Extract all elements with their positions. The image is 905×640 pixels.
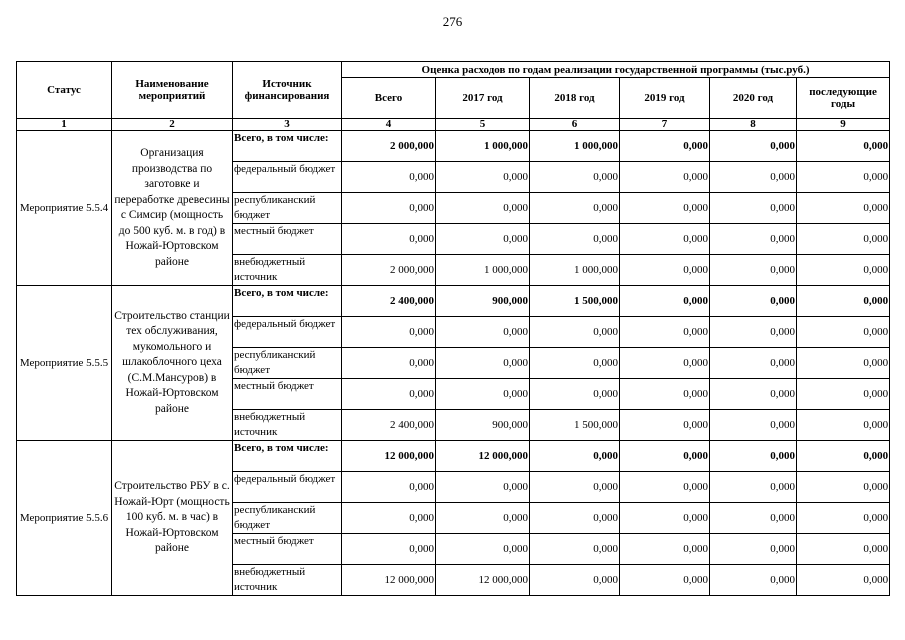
header-total: Всего xyxy=(342,78,436,119)
value-cell: 0,000 xyxy=(620,348,710,379)
value-cell: 0,000 xyxy=(620,255,710,286)
value-cell: 0,000 xyxy=(342,317,436,348)
value-cell: 0,000 xyxy=(620,224,710,255)
value-cell: 0,000 xyxy=(710,162,797,193)
value-cell: 0,000 xyxy=(710,410,797,441)
value-cell: 0,000 xyxy=(342,193,436,224)
value-cell: 0,000 xyxy=(797,410,890,441)
funding-source-cell: местный бюджет xyxy=(233,224,342,255)
status-cell: Мероприятие 5.5.4 xyxy=(17,131,112,286)
value-cell: 0,000 xyxy=(797,255,890,286)
funding-source-cell: местный бюджет xyxy=(233,379,342,410)
value-cell: 0,000 xyxy=(342,379,436,410)
column-number: 1 xyxy=(17,119,112,131)
value-cell: 0,000 xyxy=(620,193,710,224)
value-cell: 0,000 xyxy=(797,193,890,224)
column-number: 5 xyxy=(436,119,530,131)
value-cell: 0,000 xyxy=(342,162,436,193)
value-cell: 0,000 xyxy=(797,565,890,596)
value-cell: 0,000 xyxy=(620,317,710,348)
value-cell: 0,000 xyxy=(710,472,797,503)
value-cell: 0,000 xyxy=(620,131,710,162)
value-cell: 0,000 xyxy=(620,410,710,441)
funding-source-cell: внебюджетный источник xyxy=(233,410,342,441)
value-cell: 0,000 xyxy=(530,472,620,503)
value-cell: 12 000,000 xyxy=(436,441,530,472)
value-cell: 0,000 xyxy=(530,193,620,224)
value-cell: 0,000 xyxy=(436,162,530,193)
header-2018: 2018 год xyxy=(530,78,620,119)
value-cell: 2 400,000 xyxy=(342,410,436,441)
value-cell: 0,000 xyxy=(436,317,530,348)
funding-source-cell: республиканский бюджет xyxy=(233,503,342,534)
value-cell: 0,000 xyxy=(710,441,797,472)
value-cell: 0,000 xyxy=(620,441,710,472)
value-cell: 0,000 xyxy=(797,441,890,472)
funding-source-cell: федеральный бюджет xyxy=(233,162,342,193)
value-cell: 0,000 xyxy=(797,534,890,565)
value-cell: 0,000 xyxy=(436,503,530,534)
header-name: Наименование мероприятий xyxy=(112,62,233,119)
value-cell: 0,000 xyxy=(797,131,890,162)
value-cell: 0,000 xyxy=(620,534,710,565)
value-cell: 0,000 xyxy=(342,503,436,534)
column-number: 3 xyxy=(233,119,342,131)
header-2017: 2017 год xyxy=(436,78,530,119)
value-cell: 0,000 xyxy=(710,255,797,286)
value-cell: 0,000 xyxy=(436,224,530,255)
value-cell: 0,000 xyxy=(342,534,436,565)
value-cell: 0,000 xyxy=(710,503,797,534)
funding-source-cell: федеральный бюджет xyxy=(233,317,342,348)
value-cell: 12 000,000 xyxy=(342,441,436,472)
value-cell: 0,000 xyxy=(530,441,620,472)
value-cell: 0,000 xyxy=(710,534,797,565)
value-cell: 0,000 xyxy=(342,224,436,255)
value-cell: 1 000,000 xyxy=(436,131,530,162)
column-number: 8 xyxy=(710,119,797,131)
value-cell: 0,000 xyxy=(620,286,710,317)
value-cell: 900,000 xyxy=(436,410,530,441)
value-cell: 2 000,000 xyxy=(342,255,436,286)
header-2020: 2020 год xyxy=(710,78,797,119)
funding-source-cell: внебюджетный источник xyxy=(233,565,342,596)
value-cell: 0,000 xyxy=(620,565,710,596)
status-cell: Мероприятие 5.5.6 xyxy=(17,441,112,596)
column-number: 7 xyxy=(620,119,710,131)
value-cell: 0,000 xyxy=(436,379,530,410)
funding-source-cell: Всего, в том числе: xyxy=(233,441,342,472)
value-cell: 1 500,000 xyxy=(530,286,620,317)
funding-source-cell: местный бюджет xyxy=(233,534,342,565)
table-row xyxy=(17,441,890,472)
column-number: 6 xyxy=(530,119,620,131)
header-later: последующие годы xyxy=(797,78,890,119)
funding-source-cell: федеральный бюджет xyxy=(233,472,342,503)
value-cell: 0,000 xyxy=(436,348,530,379)
value-cell: 0,000 xyxy=(710,348,797,379)
value-cell: 1 000,000 xyxy=(530,131,620,162)
value-cell: 0,000 xyxy=(436,193,530,224)
table-row xyxy=(17,131,890,162)
column-number: 2 xyxy=(112,119,233,131)
activity-name-cell: Строительство станции тех обслуживания, мукомольного и шлакоблочного цеха (С.М.Мансуров) в Ножай-Юртовском районе xyxy=(112,286,233,441)
value-cell: 0,000 xyxy=(710,379,797,410)
value-cell: 0,000 xyxy=(620,162,710,193)
value-cell: 0,000 xyxy=(797,379,890,410)
value-cell: 0,000 xyxy=(530,224,620,255)
value-cell: 0,000 xyxy=(530,348,620,379)
value-cell: 0,000 xyxy=(710,224,797,255)
value-cell: 0,000 xyxy=(797,317,890,348)
column-number: 4 xyxy=(342,119,436,131)
value-cell: 0,000 xyxy=(710,317,797,348)
funding-source-cell: внебюджетный источник xyxy=(233,255,342,286)
value-cell: 0,000 xyxy=(436,534,530,565)
funding-source-cell: Всего, в том числе: xyxy=(233,286,342,317)
activity-name-cell: Строительство РБУ в с. Ножай-Юрт (мощность 100 куб. м. в час) в Ножай-Юртовском районе xyxy=(112,441,233,596)
value-cell: 2 000,000 xyxy=(342,131,436,162)
value-cell: 0,000 xyxy=(530,162,620,193)
status-cell: Мероприятие 5.5.5 xyxy=(17,286,112,441)
funding-source-cell: республиканский бюджет xyxy=(233,193,342,224)
header-estimate: Оценка расходов по годам реализации государственной программы (тыс.руб.) xyxy=(342,62,890,78)
value-cell: 0,000 xyxy=(710,193,797,224)
activity-name-cell: Организация производства по заготовке и переработке древесины с Симсир (мощность до 500 куб. м. в год) в Ножай-Юртовском районе xyxy=(112,131,233,286)
header-source: Источник финансирования xyxy=(233,62,342,119)
value-cell: 0,000 xyxy=(530,317,620,348)
value-cell: 0,000 xyxy=(530,379,620,410)
value-cell: 0,000 xyxy=(710,286,797,317)
budget-table xyxy=(16,61,890,596)
value-cell: 1 500,000 xyxy=(530,410,620,441)
value-cell: 0,000 xyxy=(530,503,620,534)
header-2019: 2019 год xyxy=(620,78,710,119)
page-number: 276 xyxy=(442,14,463,29)
value-cell: 0,000 xyxy=(342,348,436,379)
header-status: Статус xyxy=(17,62,112,119)
value-cell: 1 000,000 xyxy=(436,255,530,286)
value-cell: 0,000 xyxy=(797,503,890,534)
funding-source-cell: Всего, в том числе: xyxy=(233,131,342,162)
value-cell: 0,000 xyxy=(797,472,890,503)
value-cell: 0,000 xyxy=(530,565,620,596)
value-cell: 0,000 xyxy=(710,131,797,162)
value-cell: 900,000 xyxy=(436,286,530,317)
value-cell: 0,000 xyxy=(530,534,620,565)
value-cell: 0,000 xyxy=(620,379,710,410)
value-cell: 0,000 xyxy=(710,565,797,596)
value-cell: 1 000,000 xyxy=(530,255,620,286)
value-cell: 0,000 xyxy=(797,162,890,193)
column-number: 9 xyxy=(797,119,890,131)
value-cell: 0,000 xyxy=(797,348,890,379)
value-cell: 0,000 xyxy=(436,472,530,503)
value-cell: 0,000 xyxy=(620,503,710,534)
value-cell: 2 400,000 xyxy=(342,286,436,317)
value-cell: 0,000 xyxy=(797,286,890,317)
value-cell: 0,000 xyxy=(797,224,890,255)
value-cell: 0,000 xyxy=(620,472,710,503)
value-cell: 12 000,000 xyxy=(342,565,436,596)
value-cell: 12 000,000 xyxy=(436,565,530,596)
value-cell: 0,000 xyxy=(342,472,436,503)
funding-source-cell: республиканский бюджет xyxy=(233,348,342,379)
table-row xyxy=(17,286,890,317)
